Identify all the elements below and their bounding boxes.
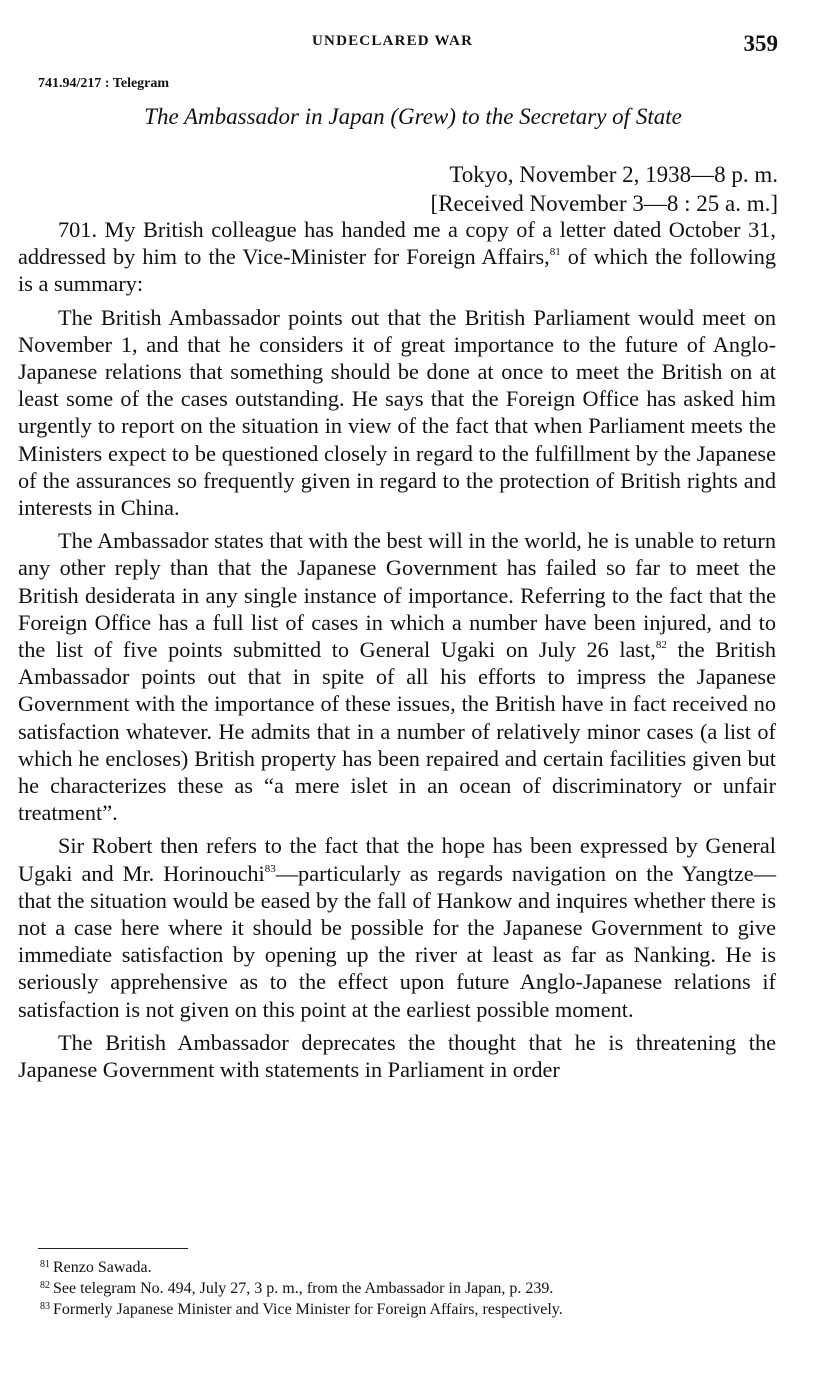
telegram-body — [18, 216, 776, 1089]
paragraph-text: Sir Robert then refers to the fact that the hope has been expressed by General Ugaki and Mr. Horinouchi — [18, 833, 776, 886]
page-number: 359 — [743, 31, 778, 56]
footnote-divider — [38, 1248, 188, 1249]
paragraph-text: The British Ambassador deprecates the thought that he is threatening the Japanese Government with statements in Parliament in order — [18, 1029, 776, 1083]
document-file-number: 741.94/217 : Telegram — [38, 76, 170, 91]
paragraph-text: —particularly as regards navigation on the Yangtze—that the situation would be eased by the fall of Hankow and inquires whether there is not a case here where it should be possible for the Japanese Government to give immediate satisfaction by opening up the river at least as far as Nanking. He is seriously apprehensive as to the effect upon future Anglo-Japanese relations if satisfaction is not given on this point at the earliest possible moment. — [18, 860, 776, 1022]
footnote-mark: 83 — [40, 1301, 50, 1312]
running-head — [0, 31, 826, 57]
footnotes — [18, 1256, 758, 1319]
paragraph-text: 701. My British colleague has handed me a copy of a letter dated October 31, addressed by him to the Vice-Minister for Foreign Affairs, — [18, 217, 776, 270]
footnote — [18, 1256, 758, 1277]
paragraph — [18, 527, 776, 826]
footnote-mark: 81 — [40, 1259, 50, 1270]
paragraph-text: the British Ambassador points out that in spite of all his efforts to impress the Japanese Government with the importance of these issues, the British have in fact received no satisfaction whatever. He admits that in a number of relatively minor cases (a list of which he encloses) British property has been repaired and certain facilities given but he characterizes these as “a mere islet in an ocean of discriminatory or unfair treatment”. — [18, 637, 776, 826]
paragraph-text: The Ambassador states that with the best will in the world, he is unable to return any other reply than that the Japanese Government has failed so far to meet the British desiderata in any single instance of importance. Referring to the fact that the Foreign Office has a full list of cases in which a number have been injured, and to the list of five points submitted to General Ugaki on July 26 last, — [18, 528, 776, 663]
paragraph-text: of which the following is a summary: — [18, 244, 776, 297]
paragraph — [18, 832, 776, 1022]
footnote — [18, 1277, 758, 1298]
dateline — [431, 160, 778, 218]
dateline-sent: Tokyo, November 2, 1938—8 p. m. — [449, 162, 778, 187]
paragraph — [18, 304, 776, 522]
footnote-reference: 82 — [655, 639, 667, 652]
footnote-reference: 81 — [549, 246, 561, 259]
dateline-received: [Received November 3—8 : 25 a. m.] — [430, 191, 778, 216]
document-heading: The Ambassador in Japan (Grew) to the Secretary of State — [144, 104, 682, 129]
footnote-text: Formerly Japanese Minister and Vice Minister for Foreign Affairs, respectively. — [53, 1301, 563, 1318]
footnote-mark: 82 — [40, 1280, 50, 1291]
footnote-text: Renzo Sawada. — [53, 1259, 152, 1276]
paragraph — [18, 1029, 776, 1083]
paragraph — [18, 216, 776, 298]
footnote — [18, 1298, 758, 1319]
running-head-title: UNDECLARED WAR — [312, 33, 474, 49]
footnote-text: See telegram No. 494, July 27, 3 p. m., from the Ambassador in Japan, p. 239. — [53, 1280, 554, 1297]
paragraph-text: The British Ambassador points out that the British Parliament would meet on November 1, and that he considers it of great importance to the future of Anglo-Japanese relations that something should be done at once to meet the British on at least some of the cases outstanding. He says that the Foreign Office has asked him urgently to report on the situation in view of the fact that when Parliament meets the Ministers expect to be questioned closely in regard to the fulfillment by the Japanese of the assurances so frequently given in regard to the protection of British rights and interests in China. — [18, 304, 776, 521]
footnote-reference: 83 — [264, 862, 276, 875]
